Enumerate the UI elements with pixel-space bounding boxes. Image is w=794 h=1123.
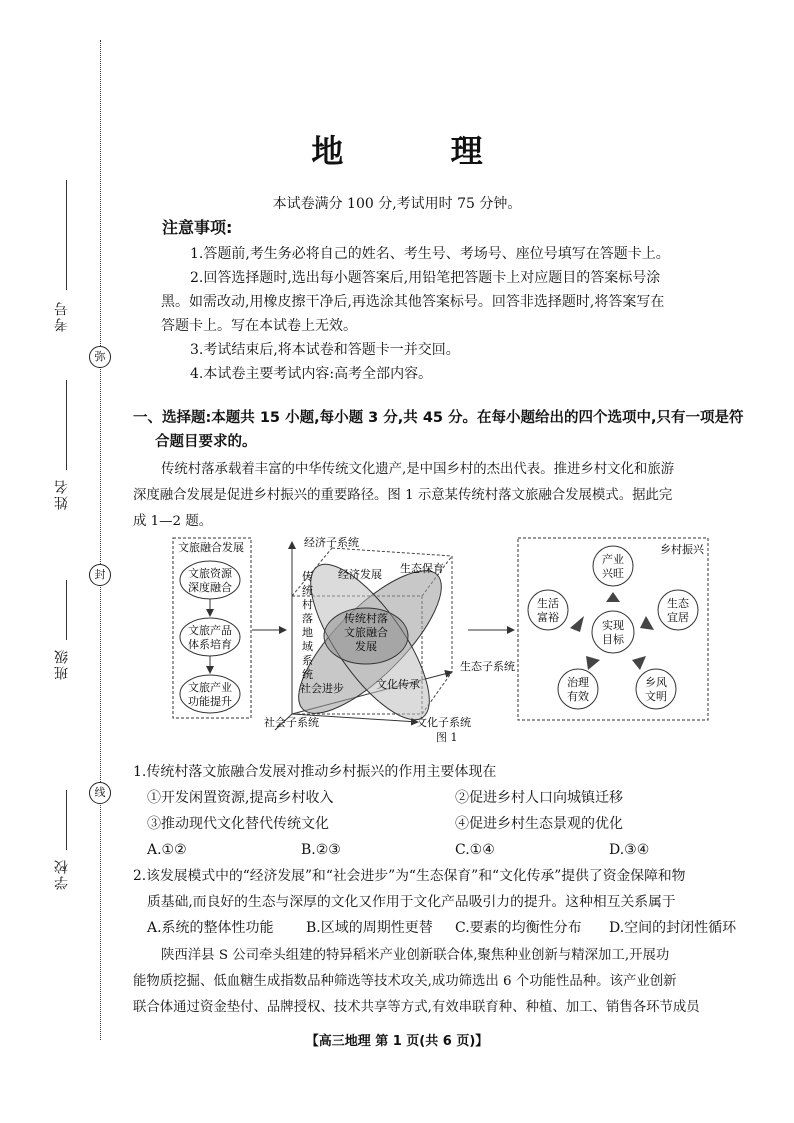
q1-statement-2: ②促进乡村人口向城镇迁移 xyxy=(455,790,623,806)
q1-option-d[interactable]: D.③④ xyxy=(609,842,650,858)
binding-dotted-line xyxy=(100,40,101,1040)
circle-text: 生活 xyxy=(537,597,559,610)
svg-text:村: 村 xyxy=(302,598,313,611)
notice-item: 答题卡上。写在本试卷上无效。 xyxy=(161,318,357,334)
name-label: 姓名 xyxy=(54,478,70,510)
q2-option-d[interactable]: D.空间的封闭性循环 xyxy=(609,920,737,936)
svg-text:统: 统 xyxy=(302,668,313,681)
center-text-2: 文旅融合 xyxy=(344,626,388,639)
q1-statement-1: ①开发闲置资源,提高乡村收入 xyxy=(147,790,334,806)
left-box-title: 文旅融合发展 xyxy=(178,541,244,554)
passage2-line: 陕西洋县 S 公司牵头组建的特异稻米产业创新联合体,聚焦种业创新与精深加工,开展功 xyxy=(161,948,670,963)
svg-text:统: 统 xyxy=(302,584,313,597)
left-ellipse-2-text2: 体系培育 xyxy=(188,638,232,651)
notice-item: 3.考试结束后,将本试卷和答题卡一并交回。 xyxy=(190,342,460,358)
notice-heading: 注意事项: xyxy=(162,218,233,237)
circle-text: 生态 xyxy=(667,597,689,610)
passage-line: 深度融合发展是促进乡村振兴的重要路径。图 1 示意某传统村落文旅融合发展模式。据此完 xyxy=(133,488,673,503)
seal-char-xian: 线 xyxy=(89,782,111,804)
center-text-3: 发展 xyxy=(355,640,377,653)
svg-text:系: 系 xyxy=(302,654,313,667)
circle-text: 产业 xyxy=(602,553,624,566)
right-box-title: 乡村振兴 xyxy=(660,543,704,556)
seal-char-feng: 封 xyxy=(89,564,111,586)
passage2-line: 能物质挖掘、低血糖生成指数品种筛选等技术攻关,成功筛选出 6 个功能性品种。该产业创新 xyxy=(133,974,677,989)
passage-line: 成 1—2 题。 xyxy=(133,514,213,529)
svg-text:地: 地 xyxy=(302,626,313,639)
school-line[interactable] xyxy=(66,790,67,850)
culture-subsystem-label: 文化子系统 xyxy=(416,716,471,729)
left-ellipse-1-text: 文旅资源 xyxy=(188,567,232,580)
notice-item: 黑。如需改动,用橡皮擦干净后,再选涂其他答案标号。回答非选择题时,将答案写在 xyxy=(161,294,665,310)
social-subsystem-label: 社会子系统 xyxy=(264,716,319,729)
school-label: 学校 xyxy=(54,858,70,890)
q1-statement-3: ③推动现代文化替代传统文化 xyxy=(147,816,329,832)
page-footer: 【高三地理 第 1 页(共 6 页)】 xyxy=(305,1034,489,1049)
exam-info: 本试卷满分 100 分,考试用时 75 分钟。 xyxy=(272,196,522,212)
notice-item: 1.答题前,考生务必将自己的姓名、考生号、考场号、座位号填写在答题卡上。 xyxy=(190,246,670,262)
soc-prog-label: 社会进步 xyxy=(300,682,344,695)
circle-text: 文明 xyxy=(645,690,667,703)
svg-text:落: 落 xyxy=(302,612,313,625)
q2-stem: 2.该发展模式中的“经济发展”和“社会进步”为“生态保育”和“文化传承”提供了资金保障和物 xyxy=(133,868,686,884)
q1-stem: 1.传统村落文旅融合发展对推动乡村振兴的作用主要体现在 xyxy=(133,764,497,780)
page-title: 地 理 xyxy=(311,132,531,170)
notice-item: 4.本试卷主要考试内容:高考全部内容。 xyxy=(190,366,433,382)
circle-text: 乡风 xyxy=(645,676,667,689)
q2-option-b[interactable]: B.区域的周期性更替 xyxy=(306,920,433,936)
class-line[interactable] xyxy=(66,580,67,640)
class-label: 班级 xyxy=(54,648,70,680)
q2-option-c[interactable]: C.要素的均衡性分布 xyxy=(455,920,582,936)
left-ellipse-3-text: 文旅产业 xyxy=(188,681,232,694)
circle-text: 富裕 xyxy=(537,611,559,624)
left-ellipse-3-text2: 功能提升 xyxy=(188,695,232,708)
q2-stem-cont: 质基础,而良好的生态与深厚的文化又作用于文化产品吸引力的提升。这种相互关系属于 xyxy=(147,894,676,910)
svg-text:传: 传 xyxy=(302,570,313,583)
circle-text: 有效 xyxy=(567,690,589,703)
circle-text: 治理 xyxy=(567,676,589,689)
q1-option-b[interactable]: B.②③ xyxy=(301,842,341,858)
section-heading-cont: 合题目要求的。 xyxy=(155,434,257,450)
econ-dev-label: 经济发展 xyxy=(338,568,382,581)
q2-option-a[interactable]: A.系统的整体性功能 xyxy=(147,920,274,936)
eco-subsystem-label: 生态子系统 xyxy=(460,660,515,673)
passage2-line: 联合体通过资金垫付、品牌授权、技术共享等方式,有效串联育种、种植、加工、销售各环节成员 xyxy=(133,1000,700,1015)
notice-item: 2.回答选择题时,选出每小题答案后,用铅笔把答题卡上对应题目的答案标号涂 xyxy=(190,270,661,286)
exam-no-label: 考号 xyxy=(54,300,70,332)
econ-subsystem-label: 经济子系统 xyxy=(304,536,359,549)
figure-caption: 图 1 xyxy=(436,731,458,744)
circle-text: 兴旺 xyxy=(602,567,624,580)
q1-option-a[interactable]: A.①② xyxy=(147,842,187,858)
left-ellipse-2-text: 文旅产品 xyxy=(188,624,232,637)
svg-text:域: 域 xyxy=(302,640,313,653)
section-heading: 一、选择题:本题共 15 小题,每小题 3 分,共 45 分。在每小题给出的四个选项中,只有一项是符 xyxy=(133,410,744,426)
cul-trans-label: 文化传承 xyxy=(376,678,420,691)
figure-1-diagram xyxy=(170,532,750,747)
q1-statement-4: ④促进乡村生态景观的优化 xyxy=(455,816,623,832)
goal-text: 目标 xyxy=(602,633,624,646)
q1-option-c[interactable]: C.①④ xyxy=(455,842,495,858)
seal-char-mi: 弥 xyxy=(89,346,111,368)
passage-line: 传统村落承载着丰富的中华传统文化遗产,是中国乡村的杰出代表。推进乡村文化和旅游 xyxy=(161,462,675,477)
eco-prot-label: 生态保育 xyxy=(400,562,444,575)
village-region-vertical xyxy=(302,569,313,681)
left-ellipse-1-text2: 深度融合 xyxy=(188,581,232,594)
name-line[interactable] xyxy=(66,380,67,470)
goal-text: 实现 xyxy=(602,619,624,632)
center-text-1: 传统村落 xyxy=(344,612,388,625)
circle-text: 宜居 xyxy=(667,611,689,624)
